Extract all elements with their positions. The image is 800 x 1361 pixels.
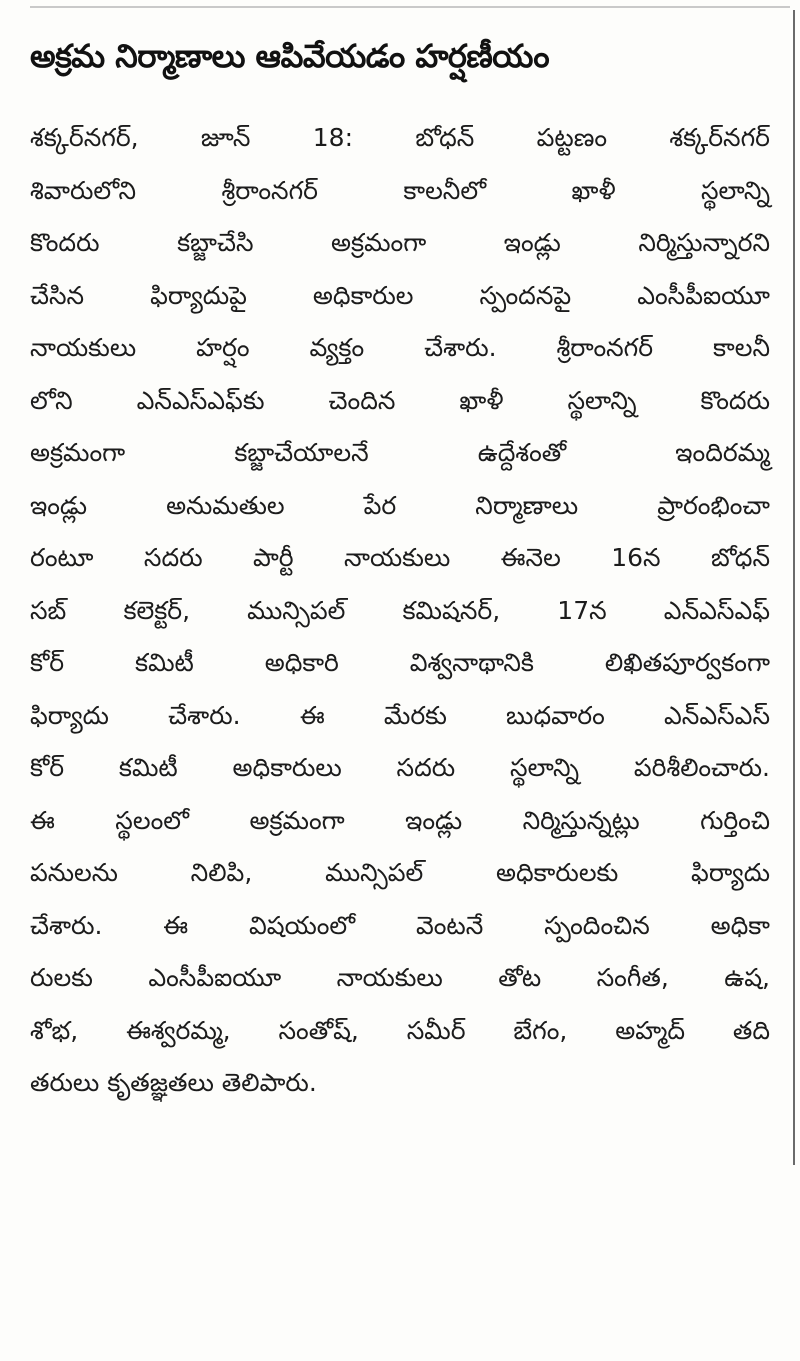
article-line: లోని ఎన్‌ఎస్‌ఎఫ్‌కు చెందిన ఖాళీ స్థలాన్ని కొందరు	[30, 385, 770, 415]
top-divider	[30, 6, 790, 8]
article-line: ఫిర్యాదు చేశారు. ఈ మేరకు బుధవారం ఎన్‌ఎస్‌ఎస్	[30, 700, 770, 730]
article-line: పనులను నిలిపి, మున్సిపల్ అధికారులకు ఫిర్యాదు	[30, 858, 770, 887]
article-line: ఈ స్థలంలో అక్రమంగా ఇండ్లు నిర్మిస్తున్నట్లు గుర్తించి	[30, 805, 770, 835]
article-line: రులకు ఎంసీపీఐయూ నాయకులు తోట సంగీత, ఉష,	[30, 963, 770, 992]
article-line: ఇండ్లు అనుమతుల పేర నిర్మాణాలు ప్రారంభించా	[30, 490, 770, 520]
article-line: చేశారు. ఈ విషయంలో వెంటనే స్పందించిన అధికా	[30, 910, 770, 940]
article-line: కొందరు కబ్జాచేసి అక్రమంగా ఇండ్లు నిర్మిస్తున్నారని	[30, 228, 770, 257]
article-line: చేసిన ఫిర్యాదుపై అధికారుల స్పందనపై ఎంసీపీఐయూ	[30, 280, 770, 310]
article-line: సబ్ కలెక్టర్, మున్సిపల్ కమిషనర్, 17న ఎన్‌ఎస్‌ఎఫ్	[30, 595, 770, 625]
article-line: నాయకులు హర్షం వ్యక్తం చేశారు. శ్రీరాంనగర్ కాలనీ	[30, 333, 770, 362]
article-line: రంటూ సదరు పార్టీ నాయకులు ఈనెల 16న బోధన్	[30, 543, 770, 572]
article-headline: అక్రమ నిర్మాణాలు ఆపివేయడం హర్షణీయం	[30, 37, 550, 75]
article-line: తరులు కృతజ్ఞతలు తెలిపారు.	[30, 1068, 317, 1097]
article-line: అక్రమంగా కబ్జాచేయాలనే ఉద్దేశంతో ఇందిరమ్మ	[30, 438, 770, 467]
article-line: శివారులోని శ్రీరాంనగర్ కాలనీలో ఖాళీ స్థలాన్ని	[30, 175, 770, 205]
article-line: కోర్ కమిటీ అధికారి విశ్వనాథానికి లిఖితపూర్వకంగా	[30, 648, 770, 677]
article-line: శక్కర్‌నగర్, జూన్ 18: బోధన్ పట్టణం శక్కర్‌నగర్	[30, 123, 770, 152]
article-line: శోభ, ఈశ్వరమ్మ, సంతోష్, సమీర్ బేగం, అహ్మద్ తది	[30, 1015, 770, 1045]
article-body	[30, 112, 770, 1110]
article-line: కోర్ కమిటీ అధికారులు సదరు స్థలాన్ని పరిశీలించారు.	[30, 753, 770, 782]
column-divider	[793, 10, 795, 1165]
